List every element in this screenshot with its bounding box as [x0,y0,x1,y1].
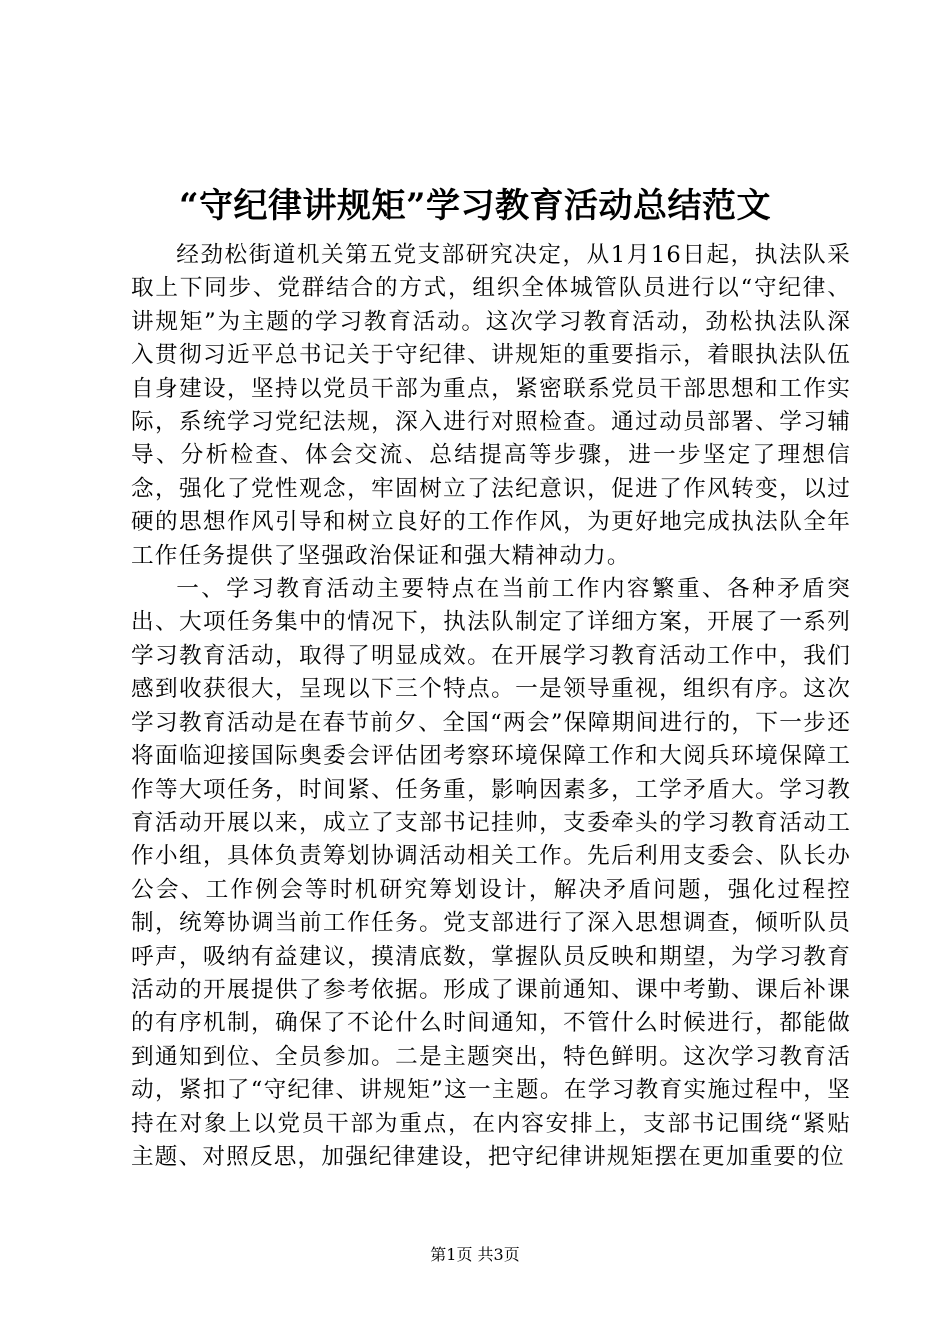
paragraph-intro: 经劲松街道机关第五党支部研究决定，从1月16日起，执法队采取上下同步、党群结合的方式，组织全体城管队员进行以“守纪律、讲规矩”为主题的学习教育活动。这次学习教育活动，劲松执法队深入贯彻习近平总书记关于守纪律、讲规矩的重要指示，着眼执法队伍自身建设，坚持以党员干部为重点，紧密联系党员干部思想和工作实际，系统学习党纪法规，深入进行对照检查。通过动员部署、学习辅导、分析检查、体会交流、总结提高等步骤，进一步坚定了理想信念，强化了党性观念，牢固树立了法纪意识，促进了作风转变，以过硬的思想作风引导和树立良好的工作作风，为更好地完成执法队全年工作任务提供了坚强政治保证和强大精神动力。 [131,242,851,569]
document-title: “守纪律讲规矩”学习教育活动总结范文 [178,186,772,226]
page-number-footer: 第1页 共3页 [430,1245,520,1264]
document-body [131,239,851,1174]
paragraph-section-one: 一、学习教育活动主要特点在当前工作内容繁重、各种矛盾突出、大项任务集中的情况下，执法队制定了详细方案，开展了一系列学习教育活动，取得了明显成效。在开展学习教育活动工作中，我们感到收获很大，呈现以下三个特点。一是领导重视，组织有序。这次学习教育活动是在春节前夕、全国“两会”保障期间进行的，下一步还将面临迎接国际奥委会评估团考察环境保障工作和大阅兵环境保障工作等大项任务，时间紧、任务重，影响因素多，工学矛盾大。学习教育活动开展以来，成立了支部书记挂帅，支委牵头的学习教育活动工作小组，具体负责筹划协调活动相关工作。先后利用支委会、队长办公会、工作例会等时机研究筹划设计，解决矛盾问题，强化过程控制，统筹协调当前工作任务。党支部进行了深入思想调查，倾听队员呼声，吸纳有益建议，摸清底数，掌握队员反映和期望，为学习教育活动的开展提供了参考依据。形成了课前通知、课中考勤、课后补课的有序机制，确保了不论什么时间通知，不管什么时候进行，都能做到通知到位、全员参加。二是主题突出，特色鲜明。这次学习教育活动，紧扣了“守纪律、讲规矩”这一主题。在学习教育实施过程中，坚持在对象上以党员干部为重点，在内容安排上，支部书记围绕“紧贴主题、对照反思，加强纪律建设，把守纪律讲规矩摆在更加重要的位 [131,576,851,1170]
